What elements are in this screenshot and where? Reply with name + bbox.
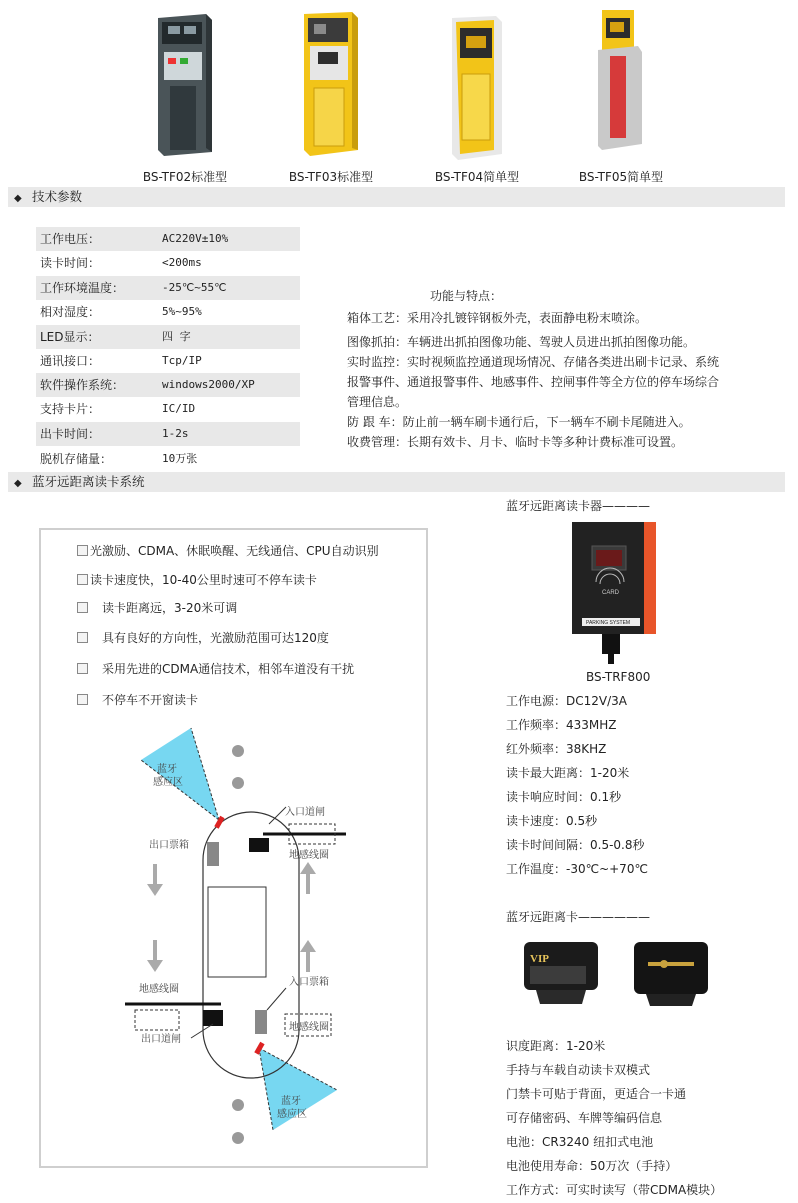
param-key: LED显示： bbox=[40, 330, 100, 344]
card-spec: 门禁卡可贴于背面，更适合一卡通 bbox=[506, 1087, 687, 1101]
arrow-down-icon bbox=[147, 940, 163, 972]
card-spec: 电池：CR3240 纽扣式电池 bbox=[506, 1135, 654, 1149]
section-title: 技术参数 bbox=[32, 189, 83, 204]
product-image-tf02 bbox=[150, 12, 220, 162]
card-image-black bbox=[630, 938, 712, 1012]
param-row bbox=[36, 373, 300, 397]
reader-spec: 读卡速度：0.5秒 bbox=[506, 814, 598, 828]
param-key: 软件操作系统： bbox=[40, 378, 125, 392]
bt-feature-item: 不停车不开窗读卡 bbox=[77, 692, 198, 708]
param-key: 读卡时间： bbox=[40, 256, 101, 270]
param-key: 工作环境温度： bbox=[40, 281, 125, 295]
section-title: 蓝牙远距离读卡系统 bbox=[32, 474, 145, 489]
section-header-tech-params bbox=[8, 187, 785, 207]
exit-kiosk-box bbox=[207, 842, 219, 866]
zone-bottom-label-1: 蓝牙 bbox=[281, 1096, 301, 1107]
reader-image bbox=[566, 518, 662, 664]
reader-spec: 读卡响应时间：0.1秒 bbox=[506, 790, 622, 804]
param-value: <200ms bbox=[162, 256, 202, 269]
section-header-bluetooth bbox=[8, 472, 785, 492]
feature-line: 管理信息。 bbox=[347, 395, 408, 409]
bt-feature-item: 光激励、CDMA、休眠唤醒、无线通信、CPU自动识别 bbox=[77, 543, 379, 559]
reader-panel-text: PARKING SYSTEM bbox=[586, 620, 631, 626]
loop-top-label: 地感线圈 bbox=[289, 850, 329, 861]
card-spec: 识度距离：1-20米 bbox=[506, 1039, 606, 1053]
feature-line: 箱体工艺：采用冷扎镀锌钢板外壳，表面静电粉末喷涂。 bbox=[347, 311, 648, 325]
reader-spec: 工作温度：-30℃~+70℃ bbox=[506, 862, 648, 876]
param-value: windows2000/XP bbox=[162, 378, 255, 391]
feature-line: 图像抓拍：车辆进出抓拍图像功能、驾驶人员进出抓拍图像功能。 bbox=[347, 335, 696, 349]
exit-gate-label: 出口道闸 bbox=[141, 1034, 181, 1045]
zone-top-label-1: 蓝牙 bbox=[157, 764, 177, 775]
product-caption-tf03: BS-TF03标准型 bbox=[288, 170, 374, 184]
card-spec: 手持与车载自动读卡双模式 bbox=[506, 1063, 651, 1077]
features-title: 功能与特点： bbox=[430, 289, 503, 303]
card-image-vip bbox=[520, 938, 602, 1012]
entry-gate-label: 入口道闸 bbox=[285, 807, 325, 818]
kiosk-silver-red-icon bbox=[588, 6, 648, 156]
product-image-tf05 bbox=[588, 6, 648, 156]
entry-gate-box bbox=[249, 838, 269, 852]
card-heading: 蓝牙远距离卡—————— bbox=[506, 910, 651, 924]
param-key: 支持卡片： bbox=[40, 402, 101, 416]
black-card-icon bbox=[630, 938, 712, 1012]
marker-dot bbox=[232, 745, 244, 757]
entry-kiosk-label: 入口票箱 bbox=[289, 977, 329, 988]
feature-line: 防 跟 车：防止前一辆车刷卡通行后，下一辆车不刷卡尾随进入。 bbox=[347, 415, 691, 429]
product-image-tf03 bbox=[296, 10, 366, 160]
reader-model: BS-TRF800 bbox=[586, 670, 651, 684]
param-key: 脱机存储量： bbox=[40, 452, 113, 466]
diamond-bullet-icon: ◆ bbox=[14, 193, 22, 204]
center-island bbox=[208, 887, 266, 977]
product-image-tf04 bbox=[442, 14, 512, 164]
card-spec: 可存储密码、车牌等编码信息 bbox=[506, 1111, 663, 1125]
sensing-zone-top bbox=[141, 728, 219, 820]
param-row bbox=[36, 349, 300, 373]
param-row bbox=[36, 447, 300, 471]
param-row bbox=[36, 276, 300, 300]
kiosk-yellow-icon bbox=[296, 10, 366, 160]
param-key: 工作电压： bbox=[40, 232, 101, 246]
loop-left bbox=[135, 1010, 179, 1030]
loop-left-label: 地感线圈 bbox=[139, 984, 179, 995]
reader-heading: 蓝牙远距离读卡器———— bbox=[506, 499, 651, 513]
bt-feature-item: 读卡距离远，3-20米可调 bbox=[77, 600, 237, 616]
reader-spec: 读卡时间间隔：0.5-0.8秒 bbox=[506, 838, 645, 852]
param-row bbox=[36, 251, 300, 275]
feature-line: 收费管理：长期有效卡、月卡、临时卡等多种计费标准可设置。 bbox=[347, 435, 684, 449]
feature-line: 报警事件、通道报警事件、地感事件、控闸事件等全方位的停车场综合 bbox=[347, 375, 720, 389]
kiosk-dark-icon bbox=[150, 12, 220, 162]
param-key: 相对湿度： bbox=[40, 305, 101, 319]
bluetooth-diagram-panel bbox=[39, 528, 428, 1168]
parking-lane-diagram bbox=[41, 530, 426, 1166]
reader-spec: 工作电源：DC12V/3A bbox=[506, 694, 627, 708]
bt-feature-item: 采用先进的CDMA通信技术，相邻车道没有干扰 bbox=[77, 661, 354, 677]
card-spec: 工作方式：可实时读写（带CDMA模块） bbox=[506, 1183, 723, 1197]
param-key: 通讯接口： bbox=[40, 354, 101, 368]
exit-gate-box bbox=[203, 1010, 223, 1026]
zone-bottom-label-2: 感应区 bbox=[277, 1109, 307, 1120]
bt-feature-item: 读卡速度快，10-40公里时速可不停车读卡 bbox=[77, 572, 317, 588]
param-row bbox=[36, 300, 300, 324]
reader-spec: 读卡最大距离：1-20米 bbox=[506, 766, 630, 780]
kiosk-yellow-simple-icon bbox=[442, 14, 512, 164]
param-row bbox=[36, 325, 300, 349]
vip-text: VIP bbox=[530, 953, 549, 965]
param-value: Tcp/IP bbox=[162, 354, 202, 367]
card-spec: 电池使用寿命：50万次（手持） bbox=[506, 1159, 678, 1173]
param-row bbox=[36, 227, 300, 251]
param-value: AC220V±10% bbox=[162, 232, 229, 245]
param-value: 5%~95% bbox=[162, 305, 202, 318]
product-caption-tf04: BS-TF04简单型 bbox=[434, 170, 520, 184]
marker-dot bbox=[232, 1099, 244, 1111]
reader-top bbox=[214, 816, 224, 829]
diamond-bullet-icon: ◆ bbox=[14, 478, 22, 489]
reader-spec: 工作频率：433MHZ bbox=[506, 718, 617, 732]
marker-dot bbox=[232, 777, 244, 789]
arrow-down-icon bbox=[147, 864, 163, 896]
param-value: IC/ID bbox=[162, 402, 196, 415]
reader-card-text: CARD bbox=[602, 590, 620, 596]
marker-dot bbox=[232, 1132, 244, 1144]
param-value: -25℃~55℃ bbox=[162, 281, 227, 294]
param-value: 1-2s bbox=[162, 427, 189, 440]
param-key: 出卡时间： bbox=[40, 427, 101, 441]
arrow-up-icon bbox=[300, 862, 316, 894]
vip-card-icon bbox=[520, 938, 602, 1012]
feature-line: 实时监控：实时视频监控通道现场情况、存储各类进出刷卡记录、系统 bbox=[347, 355, 720, 369]
arrow-up-icon bbox=[300, 940, 316, 972]
exit-kiosk-label: 出口票箱 bbox=[149, 840, 189, 851]
param-row bbox=[36, 397, 300, 421]
product-caption-tf05: BS-TF05简单型 bbox=[578, 170, 664, 184]
zone-top-label-2: 感应区 bbox=[153, 777, 183, 788]
param-row bbox=[36, 422, 300, 446]
loop-bottom-label: 地感线圈 bbox=[289, 1022, 329, 1033]
product-caption-tf02: BS-TF02标准型 bbox=[142, 170, 228, 184]
reader-spec: 红外频率：38KHZ bbox=[506, 742, 607, 756]
param-value: 10万张 bbox=[162, 452, 198, 465]
param-value: 四 字 bbox=[162, 330, 191, 343]
bt-feature-item: 具有良好的方向性，光激励范围可达120度 bbox=[77, 630, 329, 646]
entry-kiosk-box bbox=[255, 1010, 267, 1034]
reader-device-icon bbox=[566, 518, 662, 664]
